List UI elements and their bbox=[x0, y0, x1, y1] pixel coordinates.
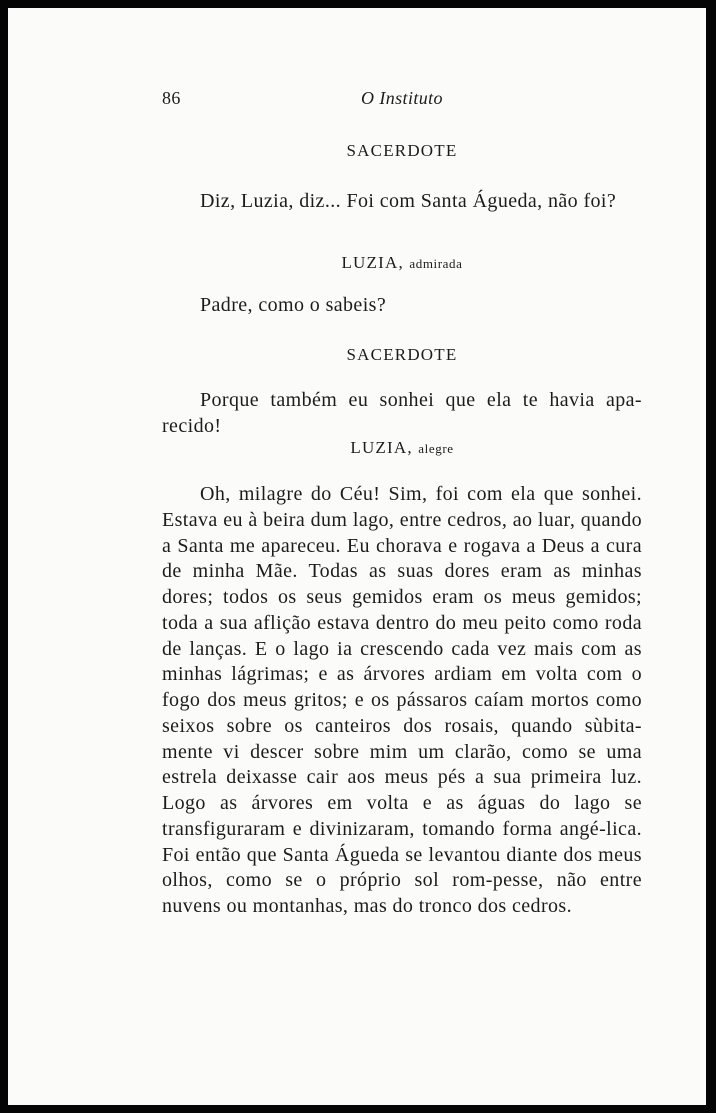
speaker-heading bbox=[162, 438, 642, 458]
dialogue-paragraph: Diz, Luzia, diz... Foi com Santa Águeda, não foi? bbox=[200, 190, 617, 212]
speaker-heading: SACERDOTE bbox=[346, 345, 458, 364]
dialogue-paragraph: Oh, milagre do Céu! Sim, foi com ela que sonhei. Estava eu à beira dum lago, entre cedros, ao luar, quando a Santa me apareceu. Eu chorava e rogava a Deus a cura de minha Mãe. Todas as suas dores eram as minhas dores; todos os seus gemidos eram os meus gemidos; toda a sua aflição estava dentro do meu peito como roda de lanças. E o lago ia crescendo cada vez mais com as minhas lágrimas; e as árvores ardiam em volta com o fogo dos meus gritos; e os pássaros caíam mortos como seixos sobre os canteiros dos rosais, quando sùbita-mente vi descer sobre mim um clarão, como se uma estrela deixasse cair aos meus pés a sua primeira luz. Logo as árvores em volta e as águas do lago se transfiguraram e divinizaram, tomando forma angé-lica. Foi então que Santa Águeda se levantou diante dos meus olhos, como se o próprio sol rom-pesse, não entre nuvens ou montanhas, mas do tronco dos cedros. bbox=[162, 483, 642, 917]
speaker-name: LUZIA, bbox=[350, 438, 413, 457]
page-number: 86 bbox=[162, 88, 181, 108]
speaker-heading bbox=[162, 253, 642, 273]
book-page bbox=[8, 8, 706, 1105]
page-header bbox=[162, 88, 642, 112]
stage-direction: alegre bbox=[418, 441, 454, 456]
stage-direction: admirada bbox=[409, 256, 463, 271]
speaker-name: LUZIA, bbox=[341, 253, 404, 272]
running-title: O Instituto bbox=[361, 88, 443, 108]
dialogue-paragraph: Porque também eu sonhei que ela te havia apa-recido! bbox=[162, 389, 642, 437]
dialogue-paragraph: Padre, como o sabeis? bbox=[200, 294, 387, 316]
speaker-heading: SACERDOTE bbox=[346, 141, 458, 160]
